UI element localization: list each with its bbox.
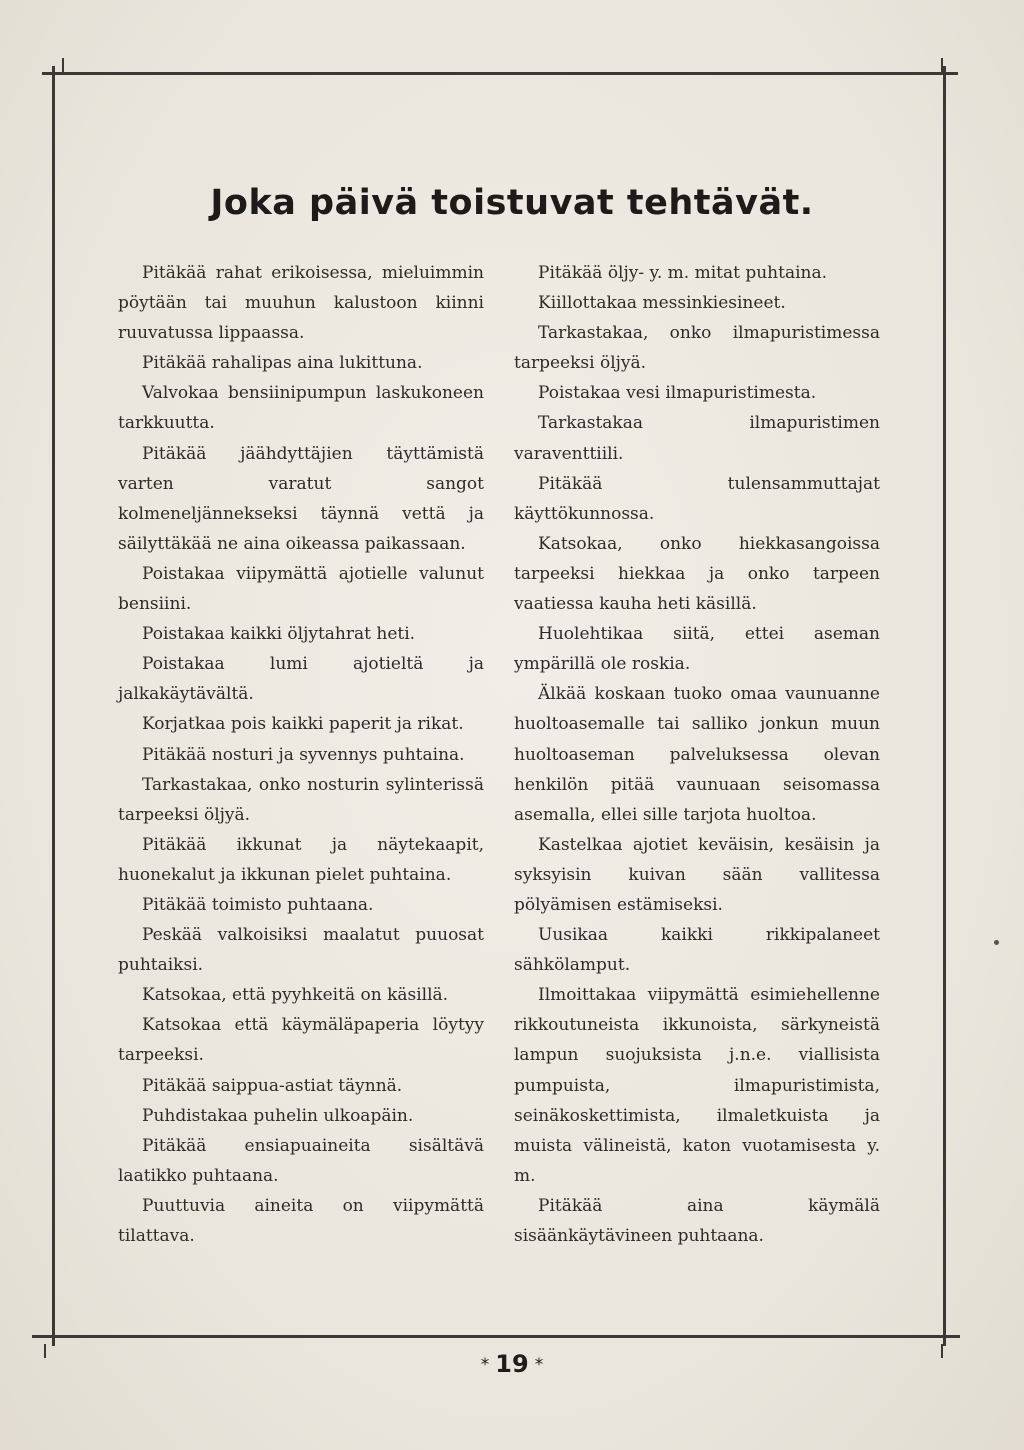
paragraph: Älkää koskaan tuoko omaa vaunuanne huoltoasemalle tai salliko jonkun muun huoltoaseman palveluksessa olevan henkilön pitää vaunuaan seisomassa asemalla, ellei sille tarjota huoltoa. (514, 684, 880, 825)
frame-right-rule (943, 66, 946, 1346)
paragraph: Huolehtikaa siitä, ettei aseman ympärillä ole roskia. (514, 624, 880, 675)
paragraph: Puhdistakaa puhelin ulkoapäin. (142, 1105, 414, 1126)
frame-tick (941, 58, 943, 72)
paragraph: Poistakaa lumi ajotieltä ja jalkakäytävältä. (118, 654, 484, 705)
paragraph: Pitäkää tulensammuttajat käyttökunnossa. (514, 473, 880, 524)
page-number (0, 1350, 1024, 1378)
margin-speck (994, 940, 999, 945)
paragraph: Pitäkää jäähdyttäjien täyttämistä varten varatut sangot kolmeneljännekseksi täynnä vettä ja säilyttäkää ne aina oikeassa paikassaan. (118, 443, 484, 554)
paragraph: Ilmoittakaa viipymättä esimiehellenne rikkoutuneista ikkunoista, särkyneistä lampun suojuksista j.n.e. viallisista pumpuista, ilmapuristimista, seinäkoskettimista, ilmaletkuista ja muista välineistä, katon vuotamisesta y. m. (514, 985, 880, 1186)
paragraph: Pitäkää aina käymälä sisäänkäytävineen puhtaana. (514, 1195, 880, 1246)
right-column (514, 258, 880, 1251)
paragraph: Kiillottakaa messinkiesineet. (538, 293, 786, 314)
paragraph: Poistakaa viipymättä ajotielle valunut bensiini. (118, 563, 484, 615)
paragraph: Kastelkaa ajotiet keväisin, kesäisin ja syksyisin kuivan sään vallitessa pölyämisen estämiseksi. (514, 834, 880, 915)
paragraph: Uusikaa kaikki rikkipalaneet sähkölamput. (514, 925, 880, 976)
page-number-value: 19 (495, 1350, 529, 1378)
left-column (118, 258, 484, 1251)
paragraph: Tarkastakaa ilmapuristimen varaventtiili. (514, 413, 880, 464)
paragraph: Pitäkää saippua-astiat täynnä. (142, 1075, 403, 1096)
star-ornament: * (480, 1355, 490, 1375)
frame-bottom-rule (32, 1335, 960, 1338)
paragraph: Peskää valkoisiksi maalatut puuosat puhtaiksi. (118, 925, 484, 976)
paragraph: Pitäkää rahalipas aina lukittuna. (142, 353, 423, 374)
paragraph: Katsokaa että käymäläpaperia löytyy tarpeeksi. (118, 1015, 484, 1066)
paragraph: Poistakaa vesi ilmapuristimesta. (538, 383, 817, 404)
paragraph: Katsokaa, onko hiekkasangoissa tarpeeksi hiekkaa ja onko tarpeen vaatiessa kauha heti käsillä. (514, 533, 880, 615)
paragraph: Pitäkää ensiapuaineita sisältävä laatikko puhtaana. (118, 1135, 484, 1186)
paragraph: Pitäkää nosturi ja syvennys puhtaina. (142, 744, 465, 765)
paragraph: Tarkastakaa, onko nosturin sylinterissä tarpeeksi öljyä. (118, 774, 484, 825)
paragraph: Pitäkää öljy- y. m. mitat puhtaina. (538, 263, 828, 283)
frame-left-rule (52, 66, 55, 1346)
paragraph: Pitäkää toimisto puhtaana. (142, 894, 374, 915)
page-title: Joka päivä toistuvat tehtävät. (210, 183, 814, 223)
star-ornament: * (534, 1355, 544, 1375)
paragraph: Pitäkää ikkunat ja näytekaapit, huonekalut ja ikkunan pielet puhtaina. (118, 834, 484, 885)
paragraph: Pitäkää rahat erikoisessa, mieluimmin pöytään tai muuhun kalustoon kiinni ruuvatussa lippaassa. (118, 263, 484, 344)
frame-tick (62, 58, 64, 72)
paragraph: Poistakaa kaikki öljytahrat heti. (142, 624, 416, 645)
paragraph: Puuttuvia aineita on viipymättä tilattava. (118, 1195, 484, 1246)
frame-top-rule (42, 72, 958, 75)
paragraph: Korjatkaa pois kaikki paperit ja rikat. (142, 714, 464, 735)
paragraph: Katsokaa, että pyyhkeitä on käsillä. (142, 985, 449, 1006)
paragraph: Valvokaa bensiinipumpun laskukoneen tarkkuutta. (118, 383, 484, 434)
paragraph: Tarkastakaa, onko ilmapuristimessa tarpeeksi öljyä. (514, 323, 880, 374)
